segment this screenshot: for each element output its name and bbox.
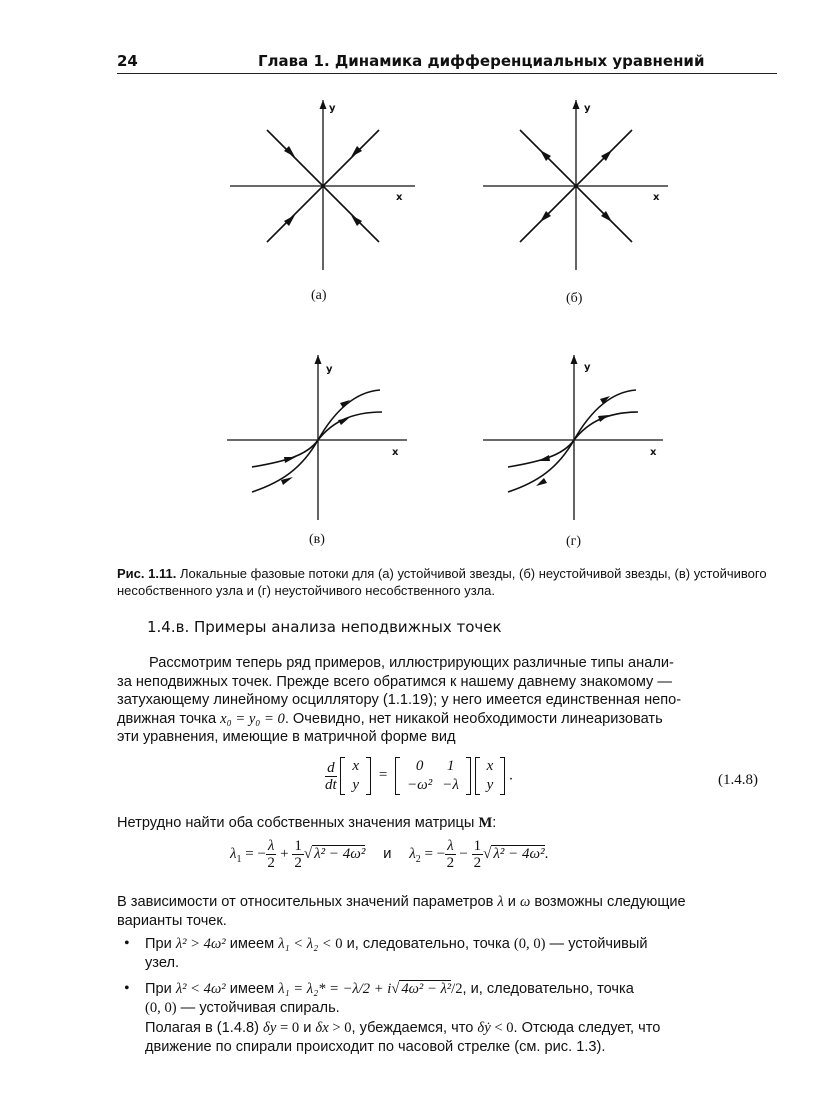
eigenvalues-equation: $\lambda_1$ = − $\frac{\lambda}{2}$ + $\frac{1}{2}$ √ λ² − 4ω² и $\lambda_2$ = − $\frac{\lambda}{2}$ − $\frac{1}{2}$ √ λ² − 4ω².: [230, 838, 549, 871]
paragraph-2: Нетрудно найти оба собственных значения матрицы M:: [117, 815, 497, 831]
axis-x-label-c: x: [392, 447, 399, 458]
panel-d-unstable-degenerate-node: [478, 350, 678, 540]
paragraph-3: [117, 893, 777, 930]
header-rule: [117, 73, 777, 74]
equation-number: (1.4.8): [718, 772, 758, 788]
running-title: Глава 1. Динамика дифференциальных уравнений: [258, 52, 705, 70]
bullet-marker-1: •: [124, 935, 130, 952]
axis-x-label-a: x: [396, 192, 403, 203]
fixed-point-eq: x₀ = y₀ = 0: [220, 710, 285, 727]
p1-line-2: за неподвижных точек. Прежде всего обратимся к нашему давнему знакомому —: [117, 673, 672, 690]
panel-b-unstable-star: [478, 95, 678, 285]
bullet-marker-2: •: [124, 980, 130, 997]
matrix-equation: $\frac{d}{dt}$ x y = 0 1 −ω² −λ x y .: [325, 758, 513, 793]
section-title: 1.4.в. Примеры анализа неподвижных точек: [147, 618, 502, 636]
bullet-item-1: При λ² > 4ω² имеем λ₁ < λ₂ < 0 и, следовательно, точка (0, 0) — устойчивый узел.: [145, 936, 648, 971]
paragraph-1: [117, 654, 773, 747]
panel-a-stable-star: [225, 95, 425, 285]
axis-x-label-b: x: [653, 192, 660, 203]
p1-line-5: эти уравнения, имеющие в матричной форме вид: [117, 729, 456, 745]
bullet-item-2: При λ² < 4ω² имеем λ₁ = λ₂* = −λ/2 + i√ 4ω² − λ²/2, и, следовательно, точка (0, 0) — устойчивая спираль.: [145, 981, 634, 1016]
axis-y-label-b: y: [584, 103, 591, 114]
p1-line-1: Рассмотрим теперь ряд примеров, иллюстрирующих различные типы анали-: [149, 655, 674, 671]
p3-line-1: В зависимости от относительных значений параметров λ и ω возможны следующие: [117, 894, 686, 910]
matrix-name: M: [478, 815, 493, 831]
panel-label-b: (б): [566, 291, 583, 306]
caption-text: Локальные фазовые потоки для (а) устойчивой звезды, (б) неустойчивой звезды, (в) устойчивого несобственного узла и (г) неустойчивого несобственного узла.: [117, 566, 767, 598]
axis-y-label-c: y: [326, 364, 333, 375]
p1-line-4: движная точка x₀ = y₀ = 0. Очевидно, нет никакой необходимости линеаризовать: [117, 710, 663, 727]
page-number: 24: [117, 52, 138, 70]
p1-line-3: затухающему линейному осциллятору (1.1.19); у него имеется единственная непо-: [117, 692, 682, 708]
panel-c-stable-degenerate-node: [222, 350, 422, 540]
panel-label-a: (а): [311, 288, 327, 303]
paragraph-4: Полагая в (1.4.8) δy = 0 и δx > 0, убеждаемся, что δẏ < 0. Отсюда следует, что движение по спирали происходит по часовой стрелке (см. рис. 1.3).: [145, 1020, 661, 1055]
axis-y-label-d: y: [584, 362, 591, 373]
axis-y-label-a: y: [329, 103, 336, 114]
panel-label-c: (в): [309, 532, 325, 547]
p3-line-2: варианты точек.: [117, 912, 227, 929]
panel-label-d: (г): [566, 534, 582, 549]
axis-x-label-d: x: [650, 447, 657, 458]
caption-label: Рис. 1.11.: [117, 566, 177, 581]
figure-caption: [117, 565, 777, 599]
eigen-conj: и: [383, 844, 392, 862]
